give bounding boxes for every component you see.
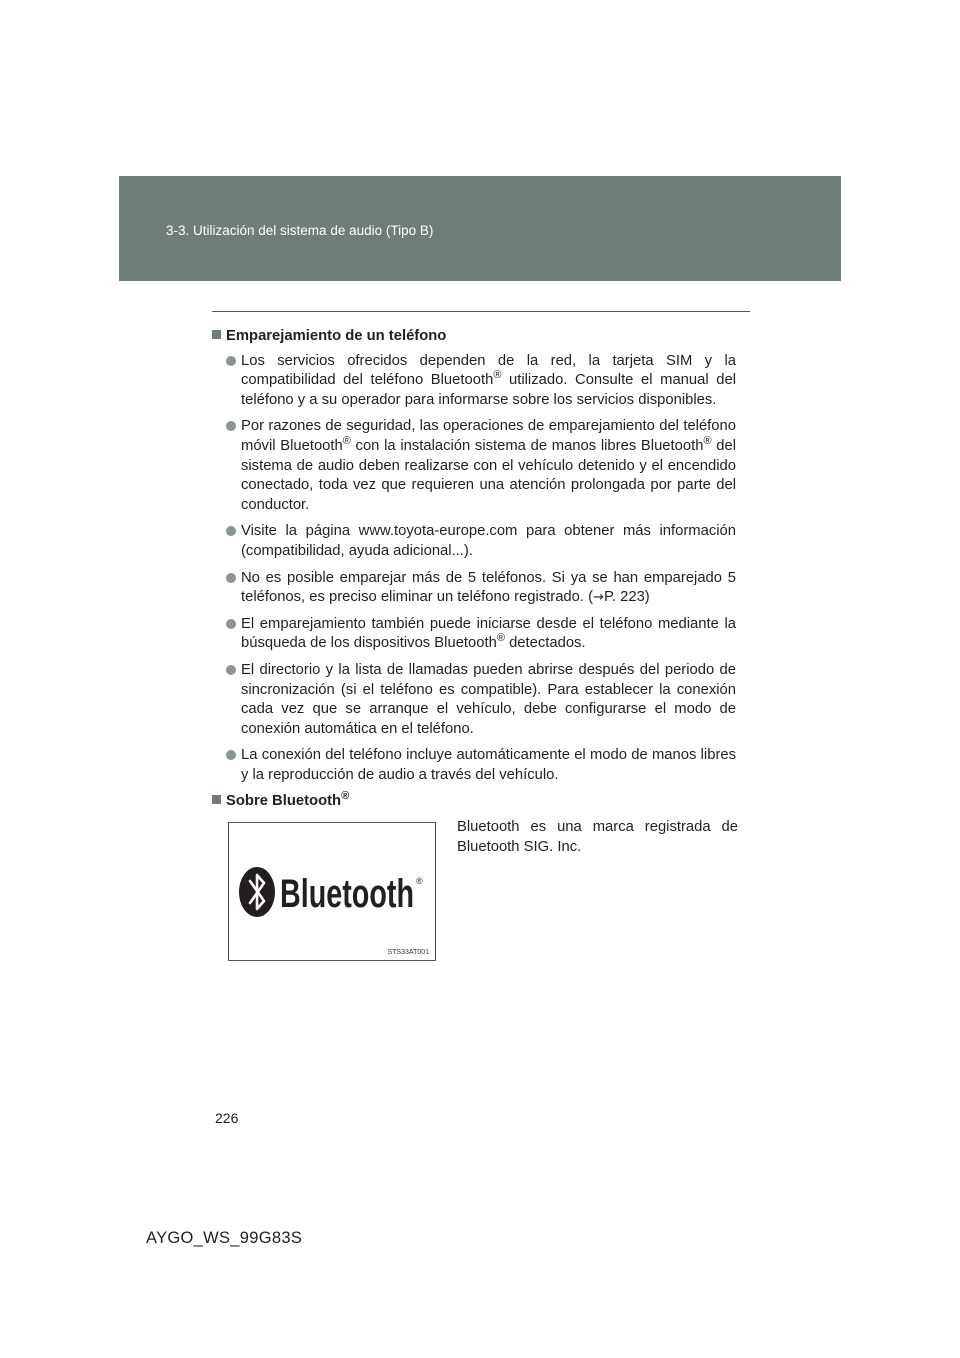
bullet-item xyxy=(212,352,736,411)
bluetooth-logo-figure xyxy=(228,822,436,961)
registered-mark: ® xyxy=(342,435,351,448)
bullet-item xyxy=(212,569,736,608)
main-content xyxy=(212,327,736,817)
reference-arrow-icon: → xyxy=(593,590,604,606)
registered-mark: ® xyxy=(341,790,350,803)
bullet-text: detectados. xyxy=(504,635,586,652)
divider-rule xyxy=(212,311,750,312)
bullet-text: No es posible emparejar más de 5 teléfonos. Si ya se han emparejado 5 teléfonos, es preciso eliminar un teléfono registrado. ( xyxy=(241,569,736,606)
section-heading-about-bluetooth xyxy=(212,792,736,812)
logo-wordmark: Bluetooth xyxy=(280,872,414,916)
bullet-item xyxy=(212,615,736,654)
section-heading-pairing xyxy=(212,327,736,347)
bullet-text: Los servicios ofrecidos dependen de la red, la tarjeta SIM y la compatibilidad del teléfono Bluetooth xyxy=(241,352,736,389)
bullet-item xyxy=(212,417,736,515)
square-bullet-icon xyxy=(212,795,221,804)
bullet-text: del sistema de audio deben realizarse con el vehículo detenido y el encendido conectado, toda vez que requieren una atención prolongada por parte del conductor. xyxy=(241,437,736,513)
bullet-text: Por razones de seguridad, las operaciones de emparejamiento del teléfono móvil Bluetooth xyxy=(241,418,736,454)
bullet-text: La conexión del teléfono incluye automáticamente el modo de manos libres y la reproducción de audio a través del vehículo. xyxy=(241,747,736,783)
registered-mark: ® xyxy=(496,632,505,645)
document-code: AYGO_WS_99G83S xyxy=(146,1229,303,1247)
pairing-notes-list xyxy=(212,352,736,786)
heading-text: Emparejamiento de un teléfono xyxy=(226,328,447,344)
bullet-text: utilizado. Consulte el manual del teléfono y a su operador para informarse sobre los servicios disponibles. xyxy=(241,372,736,408)
bluetooth-logo-icon xyxy=(229,823,435,960)
registered-mark: ® xyxy=(493,369,502,382)
bullet-text: con la instalación sistema de manos libres Bluetooth xyxy=(350,437,704,454)
square-bullet-icon xyxy=(212,330,221,339)
registered-mark: ® xyxy=(703,435,712,448)
page-number: 226 xyxy=(215,1110,239,1126)
figure-code: STS33AT001 xyxy=(387,949,429,956)
bullet-text: Visite la página www.toyota-europe.com para obtener más información (compatibilidad, ayuda adicional...). xyxy=(241,523,736,559)
heading-text: Sobre Bluetooth® xyxy=(226,790,350,810)
bullet-text: P. 223) xyxy=(603,589,650,606)
trademark-note: Bluetooth es una marca registrada de Bluetooth SIG. Inc. xyxy=(457,819,738,855)
bullet-item xyxy=(212,746,736,785)
bullet-item xyxy=(212,661,736,739)
section-label: 3-3. Utilización del sistema de audio (Tipo B) xyxy=(166,223,434,238)
logo-registered-mark: ® xyxy=(416,876,423,886)
bullet-text: El directorio y la lista de llamadas pueden abrirse después del periodo de sincronización (si el teléfono es compatible). Para establecer la conexión cada vez que se arranque el vehículo, debe configurarse el modo de conexión automática en el teléfono. xyxy=(241,661,736,737)
bullet-item xyxy=(212,522,736,561)
bullet-text: El emparejamiento también puede iniciarse desde el teléfono mediante la búsqueda de los dispositivos Bluetooth xyxy=(241,615,736,652)
